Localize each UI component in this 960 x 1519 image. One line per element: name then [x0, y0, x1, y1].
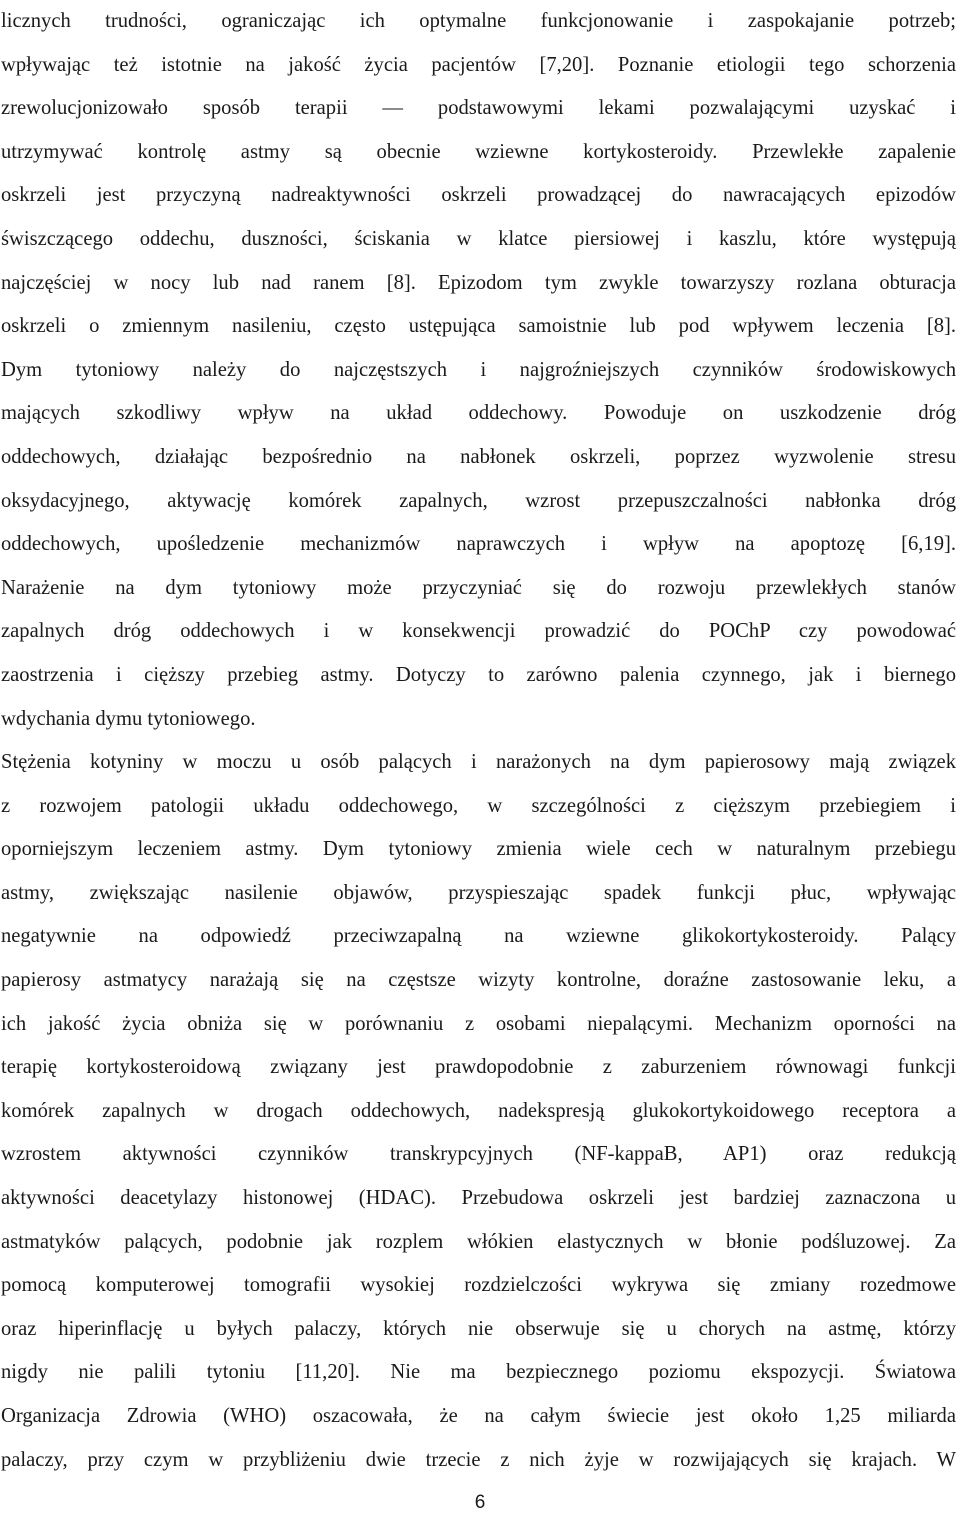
text-line: astmatyków palących, podobnie jak rozplem włókien elastycznych w błonie podśluzowej. Za	[1, 1230, 956, 1253]
text-line: oksydacyjnego, aktywację komórek zapalnych, wzrost przepuszczalności nabłonka dróg	[1, 489, 956, 512]
text-line: zaostrzenia i cięższy przebieg astmy. Dotyczy to zarówno palenia czynnego, jak i biernego	[1, 663, 956, 686]
text-line: oskrzeli jest przyczyną nadreaktywności oskrzeli prowadzącej do nawracających epizodów	[1, 184, 956, 207]
text-line: ich jakość życia obniża się w porównaniu z osobami niepalącymi. Mechanizm oporności na	[1, 1012, 956, 1035]
text-line: świszczącego oddechu, duszności, ściskania w klatce piersiowej i kaszlu, które występują	[1, 227, 956, 250]
text-line: wpływając też istotnie na jakość życia pacjentów [7,20]. Poznanie etiologii tego schorzenia	[1, 53, 956, 76]
text-line: oporniejszym leczeniem astmy. Dym tytoniowy zmienia wiele cech w naturalnym przebiegu	[1, 838, 956, 861]
text-line: Stężenia kotyniny w moczu u osób palących i narażonych na dym papierosowy mają związek	[1, 751, 956, 774]
text-line: oraz hiperinflację u byłych palaczy, których nie obserwuje się u chorych na astmę, którzy	[1, 1317, 956, 1340]
text-line: komórek zapalnych w drogach oddechowych, nadekspresją glukokortykoidowego receptora a	[1, 1099, 956, 1122]
text-line: najczęściej w nocy lub nad ranem [8]. Epizodom tym zwykle towarzyszy rozlana obturacja	[1, 271, 956, 294]
text-line: licznych trudności, ograniczając ich optymalne funkcjonowanie i zaspokajanie potrzeb;	[1, 10, 956, 32]
text-line: oddechowych, działając bezpośrednio na nabłonek oskrzeli, poprzez wyzwolenie stresu	[1, 445, 956, 468]
text-line: zapalnych dróg oddechowych i w konsekwencji prowadzić do POChP czy powodować	[1, 620, 956, 643]
text-line: nigdy nie palili tytoniu [11,20]. Nie ma bezpiecznego poziomu ekspozycji. Światowa	[1, 1361, 956, 1384]
page-number: 6	[474, 1492, 486, 1513]
body-text	[1, 0, 956, 1482]
text-line: Organizacja Zdrowia (WHO) oszacowała, że na całym świecie jest około 1,25 miliarda	[1, 1405, 956, 1427]
text-line: astmy, zwiększając nasilenie objawów, przyspieszając spadek funkcji płuc, wpływając	[1, 881, 956, 904]
text-line: Narażenie na dym tytoniowy może przyczyniać się do rozwoju przewlekłych stanów	[1, 576, 956, 599]
text-line: oskrzeli o zmiennym nasileniu, często ustępująca samoistnie lub pod wpływem leczenia [8].	[1, 315, 956, 338]
text-line: pomocą komputerowej tomografii wysokiej rozdzielczości wykrywa się zmiany rozedmowe	[1, 1274, 956, 1297]
text-line: negatywnie na odpowiedź przeciwzapalną na wziewne glikokortykosteroidy. Palący	[1, 925, 956, 948]
text-line: oddechowych, upośledzenie mechanizmów naprawczych i wpływ na apoptozę [6,19].	[1, 533, 956, 556]
text-line: aktywności deacetylazy histonowej (HDAC). Przebudowa oskrzeli jest bardziej zaznaczona u	[1, 1187, 956, 1210]
text-line: zrewolucjonizowało sposób terapii — podstawowymi lekami pozwalającymi uzyskać i	[1, 97, 956, 120]
text-line: palaczy, przy czym w przybliżeniu dwie trzecie z nich żyje w rozwijających się krajach. W	[1, 1448, 956, 1471]
text-line-paragraph-end: wdychania dymu tytoniowego.	[1, 707, 256, 730]
text-line: z rozwojem patologii układu oddechowego, w szczególności z cięższym przebiegiem i	[1, 794, 956, 817]
text-line: papierosy astmatycy narażają się na częstsze wizyty kontrolne, doraźne zastosowanie leku, a	[1, 969, 956, 992]
text-line: mających szkodliwy wpływ na układ oddechowy. Powoduje on uszkodzenie dróg	[1, 402, 956, 425]
text-line: wzrostem aktywności czynników transkrypcyjnych (NF-kappaB, AP1) oraz redukcją	[1, 1143, 956, 1166]
text-line: terapię kortykosteroidową związany jest prawdopodobnie z zaburzeniem równowagi funkcji	[1, 1056, 956, 1079]
text-line: utrzymywać kontrolę astmy są obecnie wziewne kortykosteroidy. Przewlekłe zapalenie	[1, 140, 956, 163]
text-line: Dym tytoniowy należy do najczęstszych i najgroźniejszych czynników środowiskowych	[1, 358, 956, 381]
